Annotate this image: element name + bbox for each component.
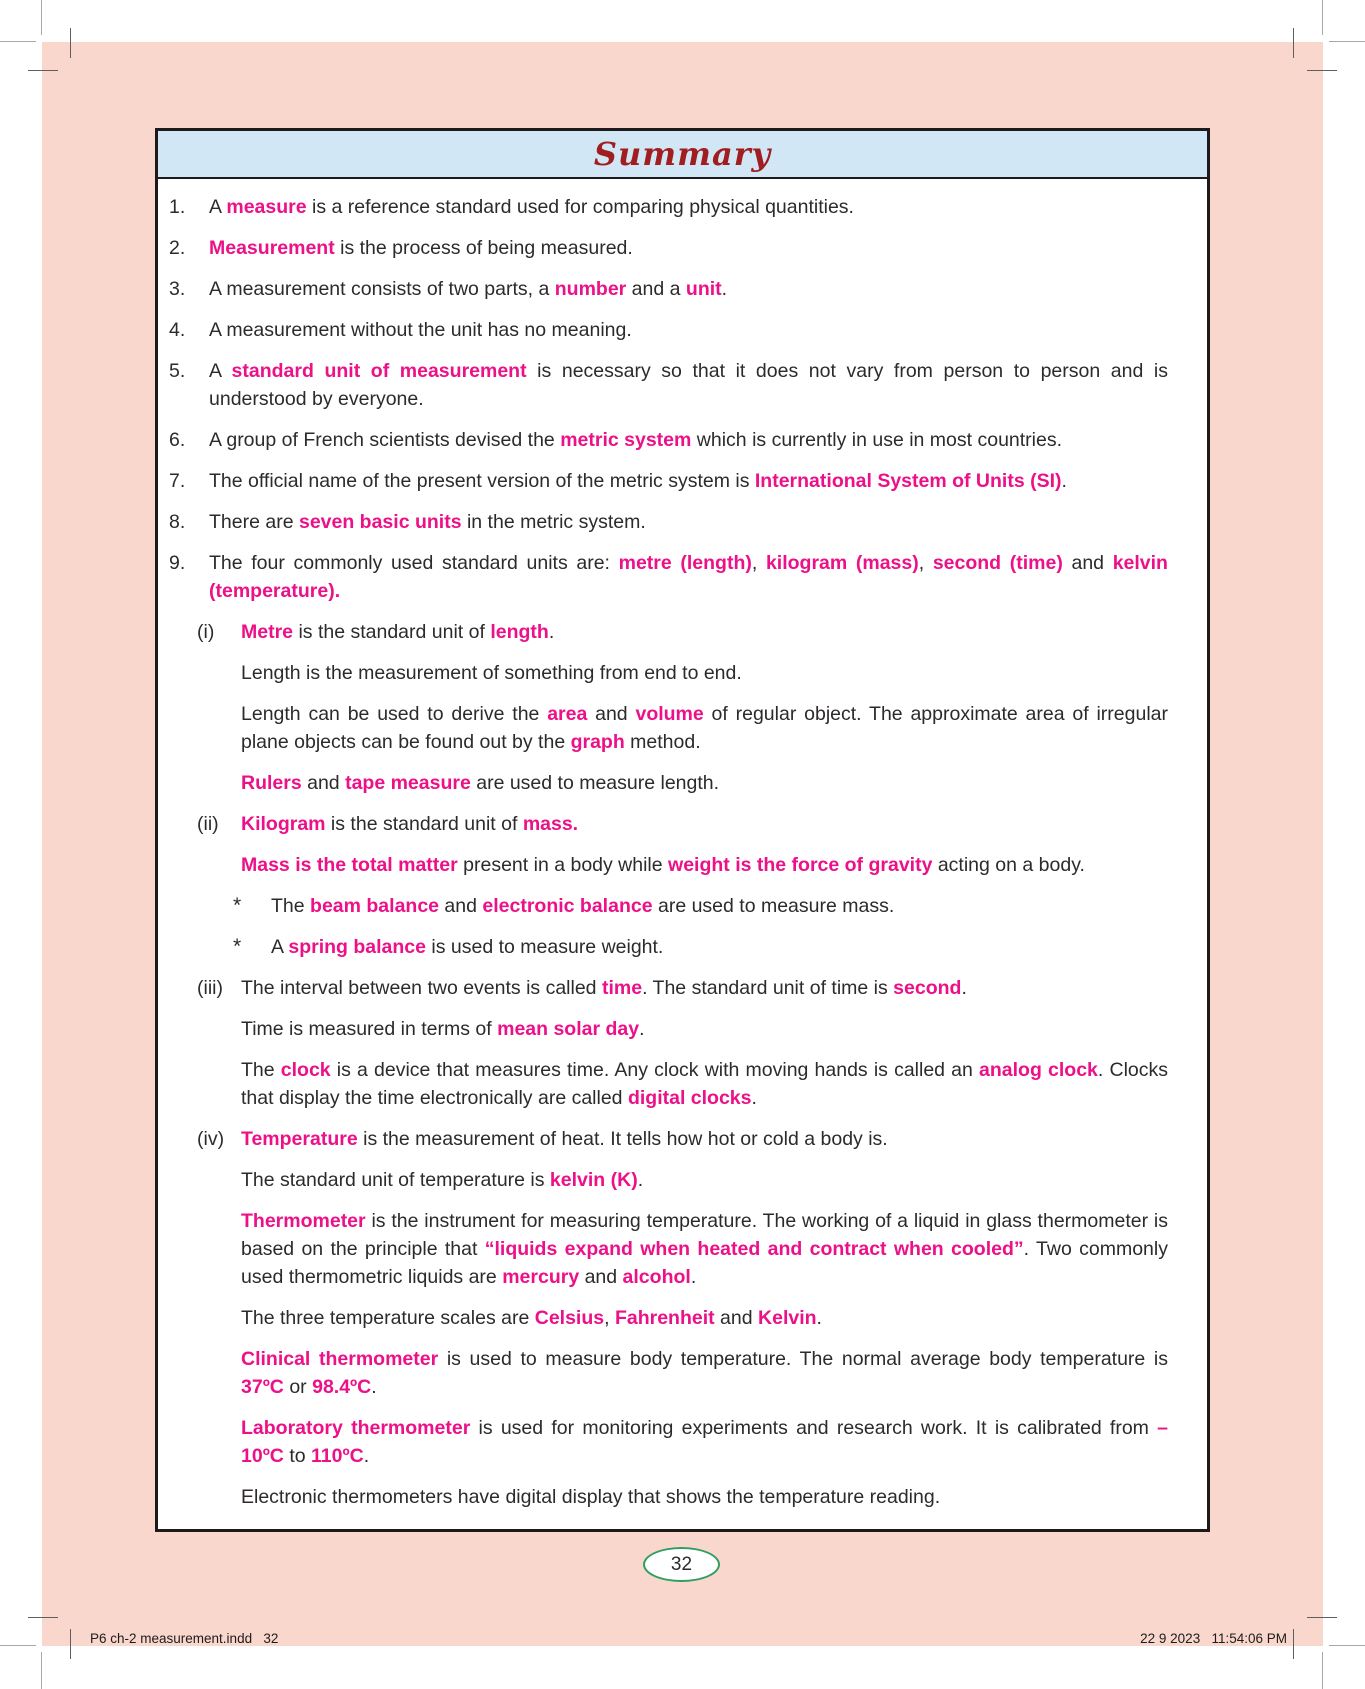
crop-mark xyxy=(1322,1652,1323,1689)
summary-item xyxy=(169,810,1168,838)
text-segment: is the instrument for measuring temperature. The working of a liquid in glass thermometer is based on the principle that xyxy=(241,1210,1168,1260)
highlighted-term: number xyxy=(554,278,627,300)
text-segment: is a reference standard used for comparing physical quantities. xyxy=(306,196,854,218)
text-segment: . xyxy=(637,1169,644,1191)
text-segment: are used to measure mass. xyxy=(652,895,895,917)
text-segment: and xyxy=(301,772,346,794)
text-segment: is used to measure body temperature. The normal average body temperature is xyxy=(438,1348,1168,1370)
text-segment: Electronic thermometers have digital display that shows the temperature reading. xyxy=(241,1486,941,1508)
summary-item xyxy=(169,549,1168,605)
text-segment: A measurement without the unit has no meaning. xyxy=(209,319,632,341)
summary-item xyxy=(169,508,1168,536)
text-segment: Time is measured in terms of xyxy=(241,1018,498,1040)
summary-paragraph xyxy=(169,1414,1168,1470)
summary-list xyxy=(158,179,1207,1511)
highlighted-term: 98.4ºC xyxy=(312,1376,372,1398)
highlighted-term: Kelvin xyxy=(758,1307,817,1329)
text-segment: . xyxy=(639,1018,645,1040)
text-segment: . Clocks that display the time electronically are called xyxy=(241,1059,1168,1109)
highlighted-term: measure xyxy=(226,196,307,218)
crop-mark xyxy=(70,1629,71,1659)
crop-mark xyxy=(1322,0,1323,35)
text-segment: , xyxy=(918,552,933,574)
highlighted-term: – 10ºC xyxy=(241,1417,1169,1467)
highlighted-term: kilogram (mass) xyxy=(765,552,919,574)
highlighted-term: digital clocks xyxy=(627,1087,752,1109)
summary-item xyxy=(169,892,1168,920)
highlighted-term: Thermometer xyxy=(241,1210,366,1232)
text-segment: to xyxy=(283,1445,312,1467)
summary-paragraph xyxy=(169,769,1168,797)
text-segment: is the standard unit of xyxy=(325,813,523,835)
summary-paragraph xyxy=(169,1166,1168,1194)
text-segment: method. xyxy=(624,731,701,753)
text-segment: Length can be used to derive the xyxy=(241,703,548,725)
summary-item xyxy=(169,1125,1168,1153)
text-segment: . xyxy=(751,1087,757,1109)
highlighted-term: beam balance xyxy=(310,895,440,917)
crop-mark xyxy=(1307,1617,1337,1618)
highlighted-term: kelvin (temperature). xyxy=(209,552,1168,602)
highlighted-term: electronic balance xyxy=(482,895,653,917)
text-segment: are used to measure length. xyxy=(470,772,720,794)
text-segment: and xyxy=(714,1307,759,1329)
text-segment: . xyxy=(690,1266,697,1288)
highlighted-term: alcohol xyxy=(622,1266,691,1288)
text-segment: The xyxy=(271,895,311,917)
summary-paragraph xyxy=(169,1207,1168,1291)
text-segment: in the metric system. xyxy=(461,511,646,533)
text-segment: acting on a body. xyxy=(932,854,1085,876)
item-marker: (ii) xyxy=(197,813,219,835)
summary-item xyxy=(169,618,1168,646)
summary-paragraph xyxy=(169,851,1168,879)
highlighted-term: Temperature xyxy=(241,1128,358,1150)
text-segment: is necessary so that it does not vary from person to person and is understood by everyone. xyxy=(209,360,1168,410)
summary-box xyxy=(155,128,1210,1532)
text-segment: of regular object. The approximate area of irregular plane objects can be found out by the xyxy=(241,703,1168,753)
text-segment: The standard unit of temperature is xyxy=(241,1169,550,1191)
highlighted-term: mercury xyxy=(502,1266,580,1288)
text-segment: or xyxy=(283,1376,313,1398)
highlighted-term: weight is the force of gravity xyxy=(668,854,933,876)
highlighted-term: second (time) xyxy=(932,552,1063,574)
highlighted-term: Kilogram xyxy=(241,813,326,835)
crop-mark xyxy=(28,70,58,71)
summary-paragraph xyxy=(169,1304,1168,1332)
item-marker: 8. xyxy=(169,511,186,533)
text-segment: is a device that measures time. Any clock with moving hands is called an xyxy=(330,1059,980,1081)
text-segment: . xyxy=(371,1376,377,1398)
summary-paragraph xyxy=(169,1483,1168,1511)
text-segment: is the standard unit of xyxy=(293,621,491,643)
highlighted-term: area xyxy=(547,703,588,725)
highlighted-term: time xyxy=(601,977,643,999)
item-marker: 2. xyxy=(169,237,186,259)
item-marker: 7. xyxy=(169,470,186,492)
highlighted-term: spring balance xyxy=(288,936,426,958)
summary-paragraph xyxy=(169,659,1168,687)
crop-mark xyxy=(1329,41,1365,42)
summary-title: Summary xyxy=(593,135,772,173)
highlighted-term: tape measure xyxy=(345,772,471,794)
text-segment: A xyxy=(271,936,289,958)
highlighted-term: metre (length) xyxy=(618,552,752,574)
highlighted-term: seven basic units xyxy=(298,511,462,533)
text-segment: present in a body while xyxy=(457,854,669,876)
summary-paragraph xyxy=(169,700,1168,756)
text-segment: and xyxy=(1062,552,1113,574)
page-number-badge xyxy=(643,1547,720,1582)
text-segment: A xyxy=(209,360,232,382)
item-marker: * xyxy=(233,935,242,958)
summary-paragraph xyxy=(169,1345,1168,1401)
footer-filename: P6 ch-2 measurement.indd 32 xyxy=(90,1631,279,1646)
highlighted-term: volume xyxy=(635,703,704,725)
text-segment: is used to measure weight. xyxy=(425,936,664,958)
text-segment: . xyxy=(721,278,728,300)
text-segment: and xyxy=(439,895,483,917)
highlighted-term: Clinical thermometer xyxy=(241,1348,439,1370)
summary-item xyxy=(169,234,1168,262)
crop-mark xyxy=(0,41,36,42)
item-marker: (iv) xyxy=(197,1128,225,1150)
crop-mark xyxy=(28,1617,58,1618)
summary-header xyxy=(158,131,1207,179)
summary-item xyxy=(169,275,1168,303)
summary-item xyxy=(169,974,1168,1002)
highlighted-term: Mass is the total matter xyxy=(241,854,458,876)
item-marker: 5. xyxy=(169,360,186,382)
summary-item xyxy=(169,357,1168,413)
text-segment: , xyxy=(751,552,766,574)
text-segment: . xyxy=(961,977,967,999)
crop-mark xyxy=(1293,28,1294,58)
text-segment: The xyxy=(241,1059,281,1081)
item-marker: * xyxy=(233,894,242,917)
highlighted-term: clock xyxy=(280,1059,331,1081)
item-marker: 3. xyxy=(169,278,186,300)
text-segment: and a xyxy=(626,278,686,300)
item-marker: (iii) xyxy=(197,977,223,999)
text-segment: which is currently in use in most countries. xyxy=(691,429,1063,451)
item-marker: (i) xyxy=(197,621,215,643)
summary-item xyxy=(169,467,1168,495)
text-segment: and xyxy=(587,703,636,725)
item-marker: 9. xyxy=(169,552,186,574)
text-segment: There are xyxy=(209,511,299,533)
highlighted-term: 110ºC xyxy=(311,1445,364,1467)
summary-item xyxy=(169,933,1168,961)
text-segment: The official name of the present version of the metric system is xyxy=(209,470,755,492)
summary-paragraph xyxy=(169,1015,1168,1043)
text-segment: The four commonly used standard units are: xyxy=(209,552,619,574)
summary-item xyxy=(169,426,1168,454)
highlighted-term: Rulers xyxy=(241,772,302,794)
highlighted-term: Fahrenheit xyxy=(614,1307,715,1329)
text-segment: . xyxy=(1061,470,1067,492)
highlighted-term: Laboratory thermometer xyxy=(241,1417,471,1439)
crop-mark xyxy=(41,1652,42,1689)
highlighted-term: unit xyxy=(685,278,722,300)
page-number: 32 xyxy=(670,1553,693,1575)
text-segment: is the measurement of heat. It tells how hot or cold a body is. xyxy=(357,1128,888,1150)
highlighted-term: Measurement xyxy=(209,237,335,259)
highlighted-term: metric system xyxy=(560,429,692,451)
item-marker: 4. xyxy=(169,319,186,341)
crop-mark xyxy=(1329,1645,1365,1646)
highlighted-term: Celsius xyxy=(534,1307,605,1329)
text-segment: and xyxy=(579,1266,623,1288)
text-segment: . xyxy=(548,621,555,643)
text-segment: A measurement consists of two parts, a xyxy=(209,278,555,300)
text-segment: A group of French scientists devised the xyxy=(209,429,561,451)
highlighted-term: 37ºC xyxy=(241,1376,284,1398)
highlighted-term: kelvin (K) xyxy=(549,1169,638,1191)
text-segment: . xyxy=(816,1307,822,1329)
text-segment: Length is the measurement of something from end to end. xyxy=(241,662,742,684)
summary-paragraph xyxy=(169,1056,1168,1112)
crop-mark xyxy=(41,0,42,35)
highlighted-term: graph xyxy=(570,731,625,753)
text-segment: . xyxy=(363,1445,370,1467)
highlighted-term: mass. xyxy=(522,813,579,835)
highlighted-term: Metre xyxy=(241,621,294,643)
summary-item xyxy=(169,316,1168,344)
highlighted-term: second xyxy=(893,977,962,999)
text-segment: is used for monitoring experiments and research work. It is calibrated from xyxy=(470,1417,1158,1439)
item-marker: 6. xyxy=(169,429,186,451)
item-marker: 1. xyxy=(169,196,186,218)
highlighted-term: standard unit of measurement xyxy=(231,360,527,382)
crop-mark xyxy=(0,1645,36,1646)
highlighted-term: analog clock xyxy=(979,1059,1098,1081)
highlighted-term: International System of Units (SI) xyxy=(754,470,1062,492)
crop-mark xyxy=(1293,1629,1294,1659)
crop-mark xyxy=(1307,70,1337,71)
text-segment: A xyxy=(209,196,227,218)
highlighted-term: mean solar day xyxy=(497,1018,640,1040)
text-segment: , xyxy=(604,1307,615,1329)
crop-mark xyxy=(70,28,71,58)
text-segment: The interval between two events is called xyxy=(241,977,602,999)
text-segment: . The standard unit of time is xyxy=(642,977,894,999)
highlighted-term: length xyxy=(490,621,549,643)
highlighted-term: “liquids expand when heated and contract when cooled” xyxy=(484,1238,1024,1260)
footer-timestamp: 22 9 2023 11:54:06 PM xyxy=(1140,1631,1287,1646)
text-segment: is the process of being measured. xyxy=(334,237,633,259)
summary-item xyxy=(169,193,1168,221)
text-segment: . Two commonly used thermometric liquids are xyxy=(241,1238,1168,1288)
text-segment: The three temperature scales are xyxy=(241,1307,535,1329)
